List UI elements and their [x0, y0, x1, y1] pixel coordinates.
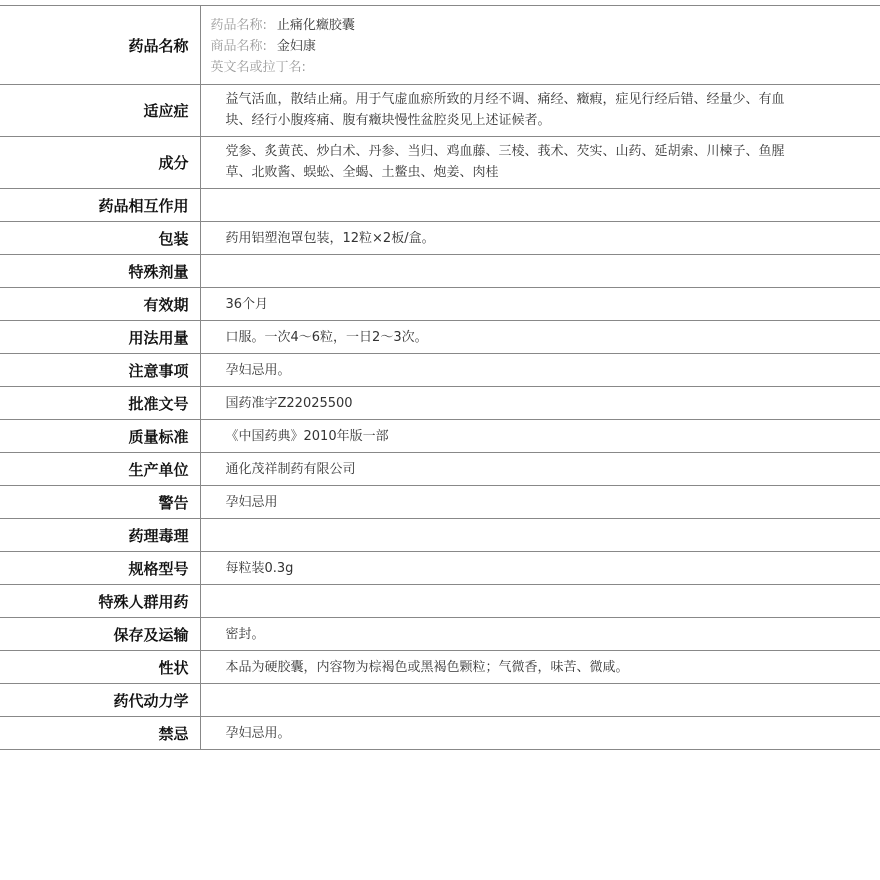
row-label: 性状 — [0, 651, 200, 684]
row-label: 包装 — [0, 222, 200, 255]
row-label: 药代动力学 — [0, 684, 200, 717]
row-value — [200, 585, 880, 618]
row-label: 药理毒理 — [0, 519, 200, 552]
trade-name-line — [211, 36, 791, 57]
row-label: 质量标准 — [0, 420, 200, 453]
row-value: 每粒装0.3g — [225, 560, 294, 576]
row-label: 药品相互作用 — [0, 189, 200, 222]
row-label: 注意事项 — [0, 354, 200, 387]
table-row-storage — [0, 618, 880, 651]
row-label: 适应症 — [0, 85, 200, 137]
english-name-line — [211, 57, 791, 78]
row-value — [200, 255, 880, 288]
row-value — [200, 519, 880, 552]
generic-name-line — [211, 15, 791, 36]
table-row-pharmacology — [0, 519, 880, 552]
table-row-special-dosage — [0, 255, 880, 288]
english-name-label: 英文名或拉丁名: — [210, 60, 306, 75]
row-label: 用法用量 — [0, 321, 200, 354]
row-value — [200, 189, 880, 222]
table-row-packaging — [0, 222, 880, 255]
table-row-warning — [0, 486, 880, 519]
row-value: 孕妇忌用 — [225, 494, 278, 510]
row-value: 药用铝塑泡罩包装，12粒×2板/盒。 — [225, 230, 435, 246]
generic-name-value: 止痛化癥胶囊 — [276, 18, 355, 33]
row-label: 特殊剂量 — [0, 255, 200, 288]
row-value: 36个月 — [225, 296, 269, 312]
table-row-shelf-life — [0, 288, 880, 321]
table-row-approval-number — [0, 387, 880, 420]
table-row-drug-name — [0, 6, 880, 85]
row-label: 特殊人群用药 — [0, 585, 200, 618]
table-row-contraindications — [0, 717, 880, 750]
table-row-ingredients — [0, 137, 880, 189]
row-label: 生产单位 — [0, 453, 200, 486]
row-value: 口服。一次4～6粒，一日2～3次。 — [225, 329, 428, 345]
table-row-description — [0, 651, 880, 684]
row-label: 禁忌 — [0, 717, 200, 750]
table-row-manufacturer — [0, 453, 880, 486]
row-label: 成分 — [0, 137, 200, 189]
table-row-dosage — [0, 321, 880, 354]
row-value: 通化茂祥制药有限公司 — [225, 461, 356, 477]
row-value: 益气活血，散结止痛。用于气虚血瘀所致的月经不调、痛经、癥瘕，症见行经后错、经量少、有血块、经行小腹疼痛、腹有癥块慢性盆腔炎见上述证候者。 — [225, 92, 785, 128]
row-label: 警告 — [0, 486, 200, 519]
table-row-indications — [0, 85, 880, 137]
row-label: 规格型号 — [0, 552, 200, 585]
row-value: 本品为硬胶囊，内容物为棕褐色或黑褐色颗粒；气微香，味苦、微咸。 — [225, 659, 629, 675]
generic-name-label: 药品名称: — [210, 18, 267, 33]
row-value: 党参、炙黄芪、炒白术、丹参、当归、鸡血藤、三棱、莪术、芡实、山药、延胡索、川楝子、鱼腥草、北败酱、蜈蚣、全蝎、土鳖虫、炮姜、肉桂 — [225, 144, 785, 180]
table-row-pharmacokinetics — [0, 684, 880, 717]
row-value: 密封。 — [225, 626, 265, 642]
table-row-specification — [0, 552, 880, 585]
row-value: 孕妇忌用。 — [225, 362, 291, 378]
trade-name-value: 金妇康 — [276, 39, 316, 54]
row-value — [200, 684, 880, 717]
drug-info-table — [0, 5, 880, 750]
table-row-quality-standard — [0, 420, 880, 453]
row-label: 保存及运输 — [0, 618, 200, 651]
table-row-interactions — [0, 189, 880, 222]
drug-name-details — [200, 6, 880, 85]
row-value: 《中国药典》2010年版一部 — [225, 428, 389, 444]
row-label: 批准文号 — [0, 387, 200, 420]
table-row-precautions — [0, 354, 880, 387]
row-label: 有效期 — [0, 288, 200, 321]
row-label: 药品名称 — [0, 6, 200, 85]
row-value: 国药准字Z22025500 — [225, 395, 353, 411]
trade-name-label: 商品名称: — [210, 39, 267, 54]
row-value: 孕妇忌用。 — [225, 725, 291, 741]
table-row-special-populations — [0, 585, 880, 618]
